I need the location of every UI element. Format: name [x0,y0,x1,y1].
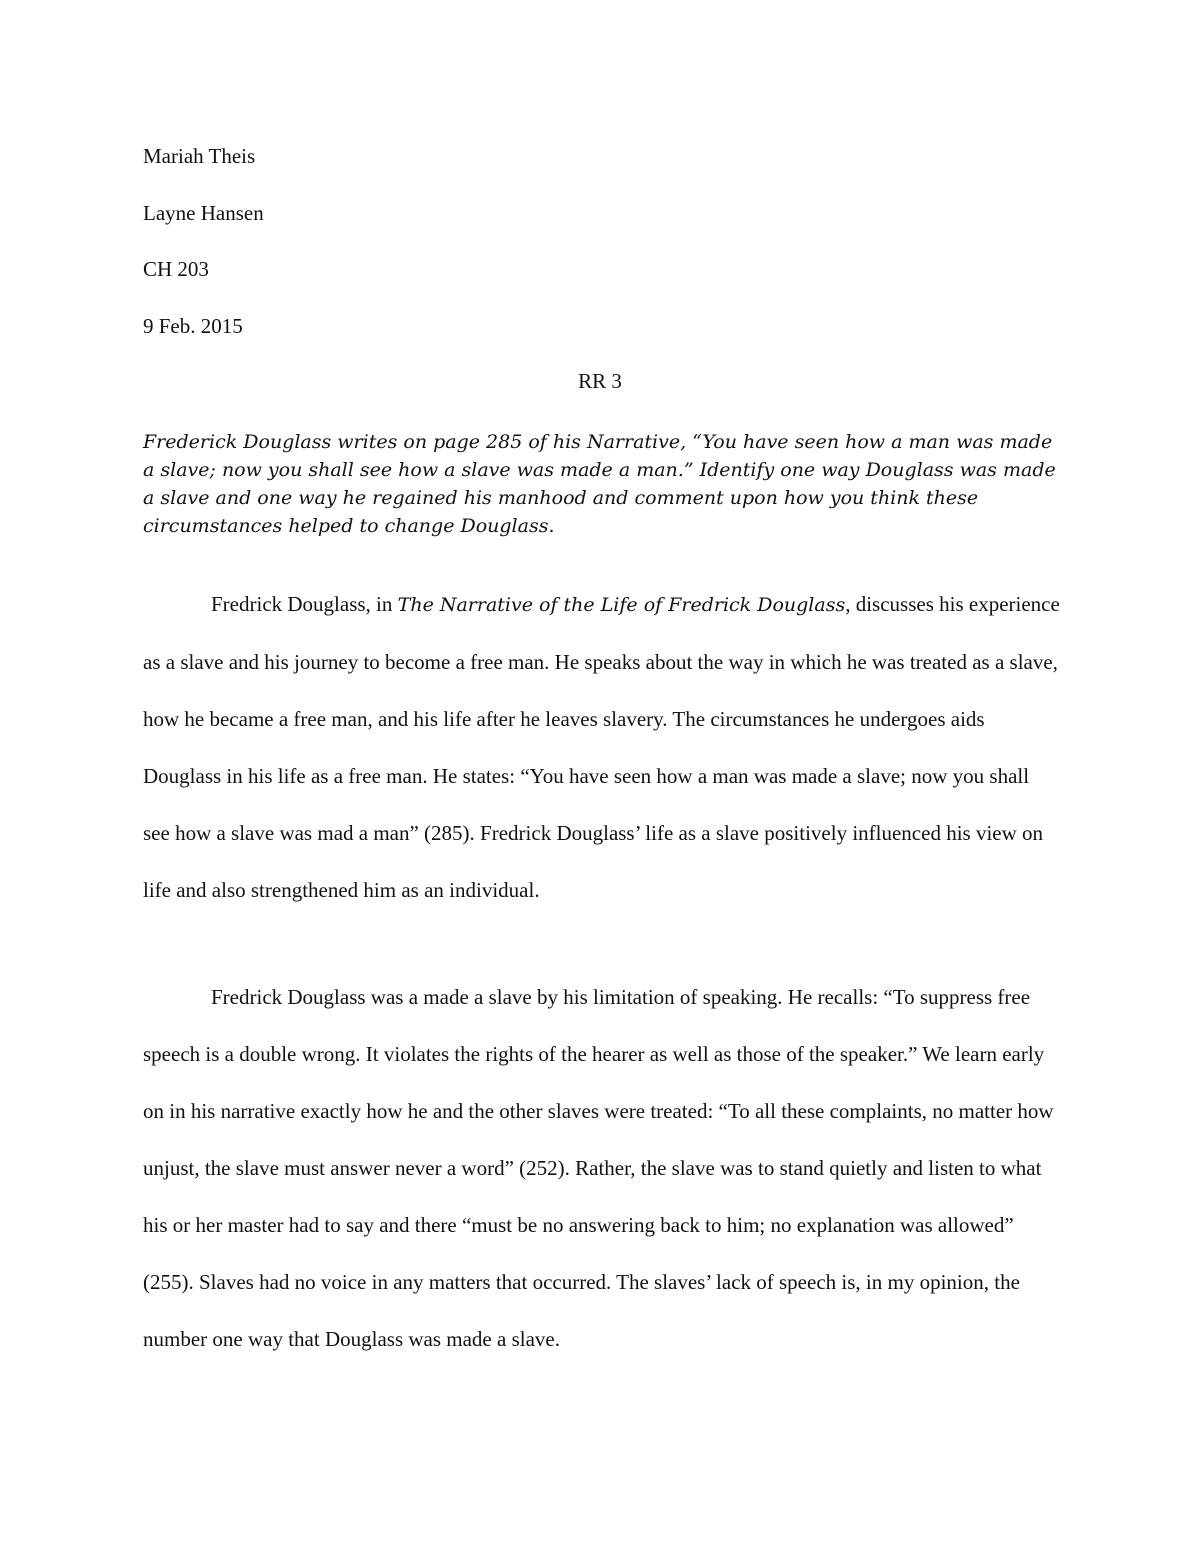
document-date: 9 Feb. 2015 [143,314,243,338]
instructor-name: Layne Hansen [143,201,264,225]
body-paragraph-2: Fredrick Douglass was a made a slave by his limitation of speaking. He recalls: “To suppress free speech is a double wrong. It violates the rights of the hearer as well as those of the speaker.” We learn early on in his narrative exactly how he and the other slaves were treated: “To all these complaints, no matter how unjust, the slave must answer never a word” (252). Rather, the slave was to stand quietly and listen to what his or her master had to say and there “must be no answering back to him; no explanation was allowed” (255). Slaves had no voice in any matters that occurred. The slaves’ lack of speech is, in my opinion, the number one way that Douglass was made a slave. [143,985,1054,1351]
document-title: RR 3 [578,369,622,393]
body-paragraph-1 [143,576,1061,919]
book-title: The Narrative of the Life of Fredrick Douglass [397,594,846,616]
assignment-prompt: Frederick Douglass writes on page 285 of his Narrative, “You have seen how a man was made a slave; now you shall see how a slave was made a man.” Identify one way Douglass was made a slave and one way he regained his manhood and comment upon how you think these circumstances helped to change Douglass. [143,431,1056,537]
paragraph-1-intro: Fredrick Douglass, in [211,592,398,616]
paragraph-1-text: , discusses his experience as a slave and his journey to become a free man. He speaks about the way in which he was treated as a slave, how he became a free man, and his life after he leaves slavery. The circumstances he undergoes aids Douglass in his life as a free man. He states: “You have seen how a man was made a slave; now you shall see how a slave was mad a man” (285). Fredrick Douglass’ life as a slave positively influenced his view on life and also strengthened him as an individual. [143,592,1060,902]
student-name: Mariah Theis [143,144,256,168]
course-name: CH 203 [143,257,209,281]
